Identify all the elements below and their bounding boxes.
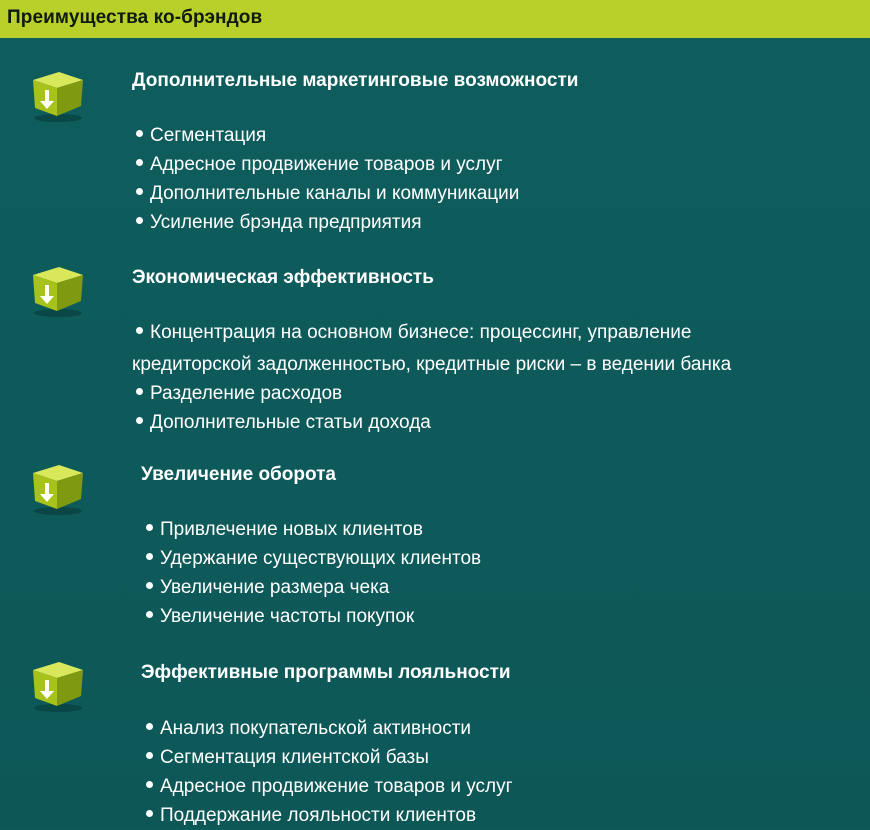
- green-cube-down-arrow-icon: [25, 459, 87, 517]
- section-title: Дополнительные маркетинговые возможности: [132, 70, 579, 91]
- list-item: Дополнительные каналы и коммуникации: [136, 179, 519, 208]
- bullet-list: [146, 515, 481, 631]
- bullet-icon: [146, 781, 153, 788]
- bullet-icon: [136, 217, 143, 224]
- list-item: Адресное продвижение товаров и услуг: [146, 772, 513, 801]
- list-item: Поддержание лояльности клиентов: [146, 801, 513, 830]
- bullet-icon: [146, 524, 153, 531]
- bullet-icon: [146, 611, 153, 618]
- list-item: Привлечение новых клиентов: [146, 515, 481, 544]
- list-item-continuation: кредиторской задолженностью, кредитные риски – в ведении банка: [132, 354, 732, 375]
- bullet-paragraph: [136, 318, 691, 347]
- green-cube-down-arrow-icon: [25, 261, 87, 319]
- bullet-list: [136, 379, 431, 437]
- list-item: Увеличение размера чека: [146, 573, 481, 602]
- green-cube-down-arrow-icon: [25, 66, 87, 124]
- list-item: Сегментация клиентской базы: [146, 743, 513, 772]
- page-title: Преимущества ко-брэндов: [7, 7, 263, 28]
- list-item: Усиление брэнда предприятия: [136, 208, 519, 237]
- bullet-icon: [136, 188, 143, 195]
- bullet-icon: [146, 723, 153, 730]
- bullet-icon: [146, 810, 153, 817]
- section-title: Эффективные программы лояльности: [141, 662, 511, 683]
- list-item: Разделение расходов: [136, 379, 431, 408]
- section-title: Увеличение оборота: [141, 464, 337, 485]
- list-item: Адресное продвижение товаров и услуг: [136, 150, 519, 179]
- bullet-icon: [136, 388, 143, 395]
- green-cube-down-arrow-icon: [25, 656, 87, 714]
- bullet-list: [146, 714, 513, 830]
- header-bar: [0, 0, 870, 38]
- list-item: Увеличение частоты покупок: [146, 602, 481, 631]
- bullet-icon: [136, 130, 143, 137]
- list-item: Сегментация: [136, 121, 519, 150]
- list-item: Дополнительные статьи дохода: [136, 408, 431, 437]
- section-title: Экономическая эффективность: [132, 267, 434, 288]
- bullet-icon: [136, 417, 143, 424]
- bullet-icon: [146, 752, 153, 759]
- list-item: Концентрация на основном бизнесе: процессинг, управление: [136, 318, 691, 347]
- list-item: Удержание существующих клиентов: [146, 544, 481, 573]
- bullet-icon: [136, 159, 143, 166]
- bullet-icon: [136, 327, 143, 334]
- bullet-icon: [146, 553, 153, 560]
- bullet-icon: [146, 582, 153, 589]
- bullet-list: [136, 121, 519, 237]
- list-item: Анализ покупательской активности: [146, 714, 513, 743]
